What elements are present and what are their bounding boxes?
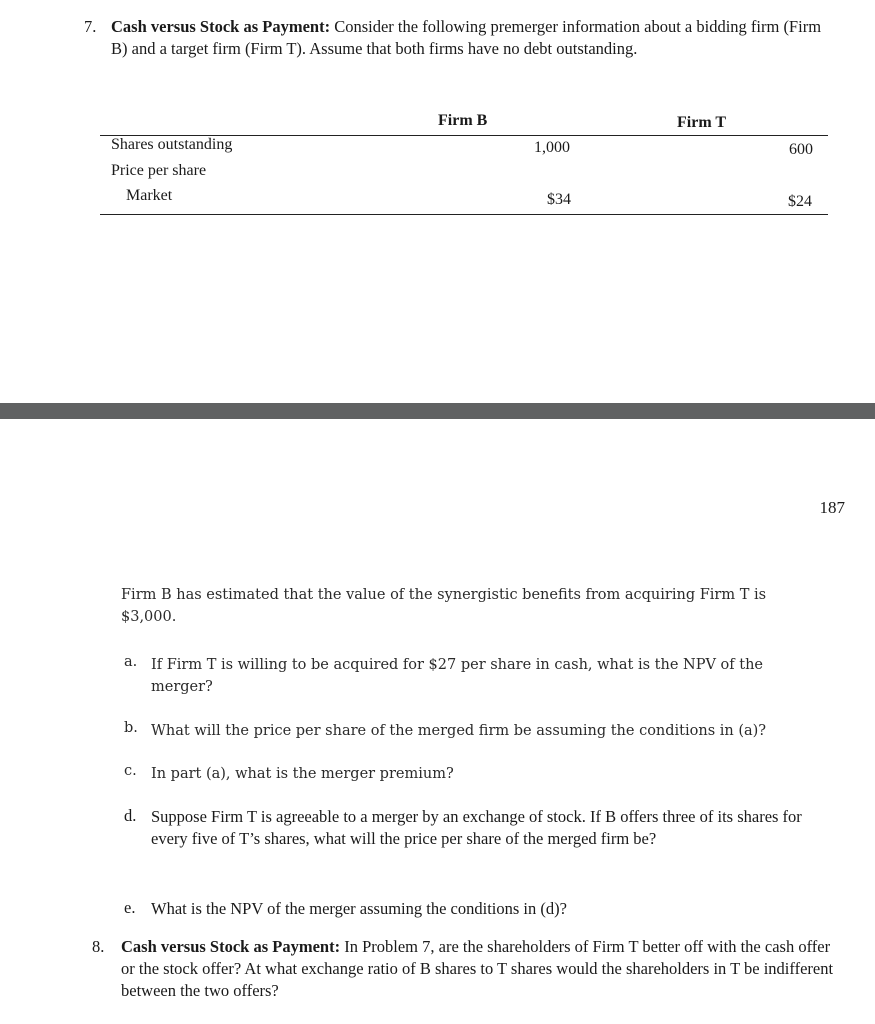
market-firm-t: $24 [788, 193, 812, 210]
question-e-text: What is the NPV of the merger assuming the conditions in (d)? [151, 899, 567, 918]
question-e-letter: e. [124, 898, 136, 917]
problem-7-text: Consider the following premerger information about a bidding firm (Firm B) and a target firm (Firm T). Assume that both firms have no debt outstanding. [111, 17, 822, 58]
question-d-letter: d. [124, 806, 137, 825]
problem-8-statement [121, 936, 841, 1002]
page-number: 187 [819, 498, 845, 517]
row-label-shares: Shares outstanding [111, 136, 233, 153]
problem-7-statement [111, 16, 831, 60]
question-c-text: In part (a), what is the merger premium? [151, 766, 454, 782]
question-b-text: What will the price per share of the merged firm be assuming the conditions in (a)? [151, 723, 767, 739]
question-a-letter: a. [124, 654, 138, 670]
problem-8-title: Cash versus Stock as Payment: [121, 937, 341, 956]
shares-firm-b: 1,000 [534, 139, 570, 156]
header-firm-b: Firm B [438, 112, 488, 129]
problem-8-number: 8. [92, 937, 105, 956]
problem-8-text: In Problem 7, are the shareholders of Firm T better off with the cash offer or the stock offer? At what exchange ratio of B shares to T shares would the shareholders in T be indifferent between the two offers? [121, 937, 834, 1000]
question-b-letter: b. [124, 720, 138, 736]
header-firm-t: Firm T [677, 114, 727, 131]
problem-7-number: 7. [84, 17, 97, 36]
problem-7-title: Cash versus Stock as Payment: [111, 17, 331, 36]
row-label-price: Price per share [111, 162, 207, 179]
premerger-table [100, 108, 828, 218]
question-c-letter: c. [124, 763, 137, 779]
table-bottom-rule [100, 214, 828, 215]
page-divider [0, 403, 875, 419]
shares-firm-t: 600 [789, 141, 813, 158]
question-a-text: If Firm T is willing to be acquired for $27 per share in cash, what is the NPV of the merger? [151, 657, 763, 695]
question-d-text: Suppose Firm T is agreeable to a merger by an exchange of stock. If B offers three of its shares for every five of T’s shares, what will the price per share of the merged firm be? [151, 807, 802, 848]
market-firm-b: $34 [547, 191, 571, 208]
synergy-intro: Firm B has estimated that the value of the synergistic benefits from acquiring Firm T is $3,000. [121, 587, 767, 625]
row-label-market: Market [126, 187, 173, 204]
